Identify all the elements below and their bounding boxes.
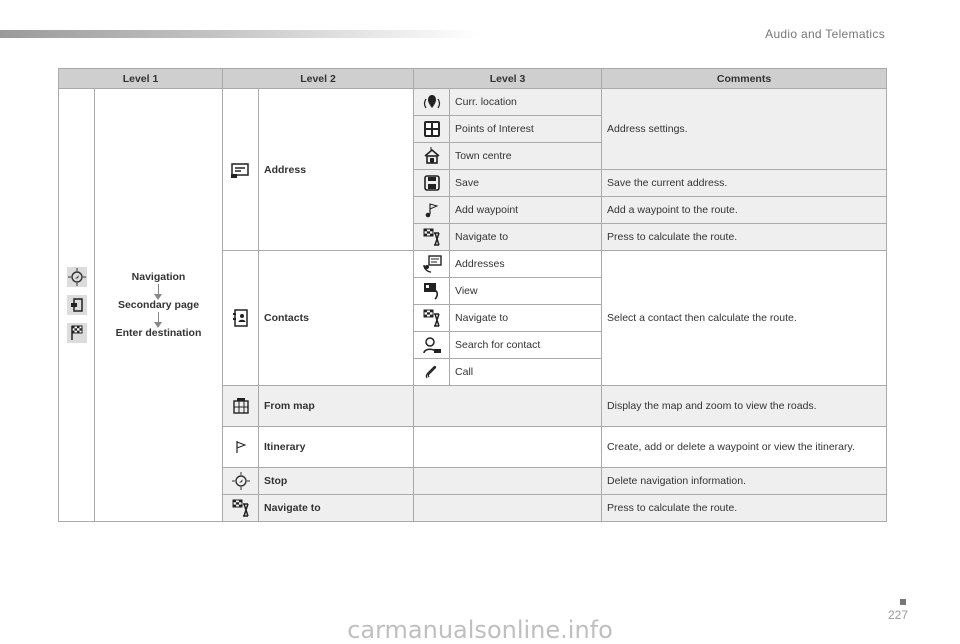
down-arrow-icon [158,284,159,298]
itinerary-flag-icon [234,441,248,453]
level3-icon-cell [414,359,450,386]
level3-empty [414,468,602,495]
navigate-to-comment: Press to calculate the route. [602,224,887,251]
add-waypoint-comment: Add a waypoint to the route. [602,197,887,224]
navigate-to-icon [423,231,441,243]
level2-stop: Stop [259,468,414,495]
navigation-crosshair-icon [67,267,87,287]
level3-add-waypoint: Add waypoint [450,197,602,224]
stop-comment: Delete navigation information. [602,468,887,495]
level3-icon-cell [414,116,450,143]
call-icon [424,366,440,378]
level3-addresses: Addresses [450,251,602,278]
level2-icon-cell [223,495,259,522]
save-comment: Save the current address. [602,170,887,197]
navigate-to-icon [232,502,250,514]
level3-empty [414,427,602,468]
level2-icon-cell [223,427,259,468]
address-card-icon [231,163,251,175]
level2-itinerary: Itinerary [259,427,414,468]
contacts-icon-cell [223,251,259,386]
level1-icons-cell [59,89,95,522]
addresses-icon [422,258,442,270]
level2-icon-cell [223,468,259,495]
level3-icon-cell [414,251,450,278]
address-icon-cell [223,89,259,251]
header-gradient-bar [0,30,480,38]
contacts-book-icon [232,312,250,324]
address-label: Address [259,89,414,251]
level3-icon-cell [414,170,450,197]
itinerary-comment: Create, add or delete a waypoint or view the itinerary. [602,427,887,468]
add-waypoint-icon [424,204,440,216]
level3-icon-cell [414,224,450,251]
level3-search-for-contact: Search for contact [450,332,602,359]
down-arrow-icon [158,312,159,326]
level3-navigate-to: Navigate to [450,305,602,332]
level2-icon-cell [223,386,259,427]
section-title: Audio and Telematics [765,27,885,41]
town-centre-icon [423,150,441,162]
level3-curr-location: Curr. location [450,89,602,116]
level3-town-centre: Town centre [450,143,602,170]
navigate-to-icon [423,312,441,324]
view-icon [423,285,441,297]
secondary-page-icon [67,295,87,315]
column-header-level3: Level 3 [414,69,602,89]
table-row [59,89,887,116]
save-icon [424,177,440,189]
level3-icon-cell [414,197,450,224]
map-icon [232,400,250,412]
location-pin-icon [423,96,441,108]
column-header-level1: Level 1 [59,69,223,89]
level3-icon-cell [414,143,450,170]
level3-empty [414,386,602,427]
navigate-to-comment: Press to calculate the route. [602,495,887,522]
contacts-comment: Select a contact then calculate the route. [602,251,887,386]
points-of-interest-icon [423,123,441,135]
level3-call: Call [450,359,602,386]
level1-navigation-label: Navigation [131,271,186,283]
page-marker [900,599,906,605]
level1-enter-destination-label: Enter destination [115,327,202,339]
level3-icon-cell [414,305,450,332]
from-map-comment: Display the map and zoom to view the roads. [602,386,887,427]
stop-icon [232,475,250,487]
column-header-comments: Comments [602,69,887,89]
column-header-level2: Level 2 [223,69,414,89]
level3-navigate-to: Navigate to [450,224,602,251]
level3-icon-cell [414,332,450,359]
watermark: carmanualsonline.info [347,616,613,644]
level2-from-map: From map [259,386,414,427]
checkered-flag-icon [67,323,87,343]
level2-navigate-to: Navigate to [259,495,414,522]
level3-icon-cell [414,89,450,116]
table-header-row [59,69,887,89]
level3-points-of-interest: Points of Interest [450,116,602,143]
level1-secondary-page-label: Secondary page [117,299,200,311]
level3-icon-cell [414,278,450,305]
level3-save: Save [450,170,602,197]
level3-view: View [450,278,602,305]
contacts-label: Contacts [259,251,414,386]
search-contact-icon [422,339,442,351]
address-settings-comment: Address settings. [602,89,887,170]
page-number: 227 [887,608,908,622]
level3-empty [414,495,602,522]
level1-labels-cell [95,89,223,522]
navigation-menu-table [58,68,887,522]
